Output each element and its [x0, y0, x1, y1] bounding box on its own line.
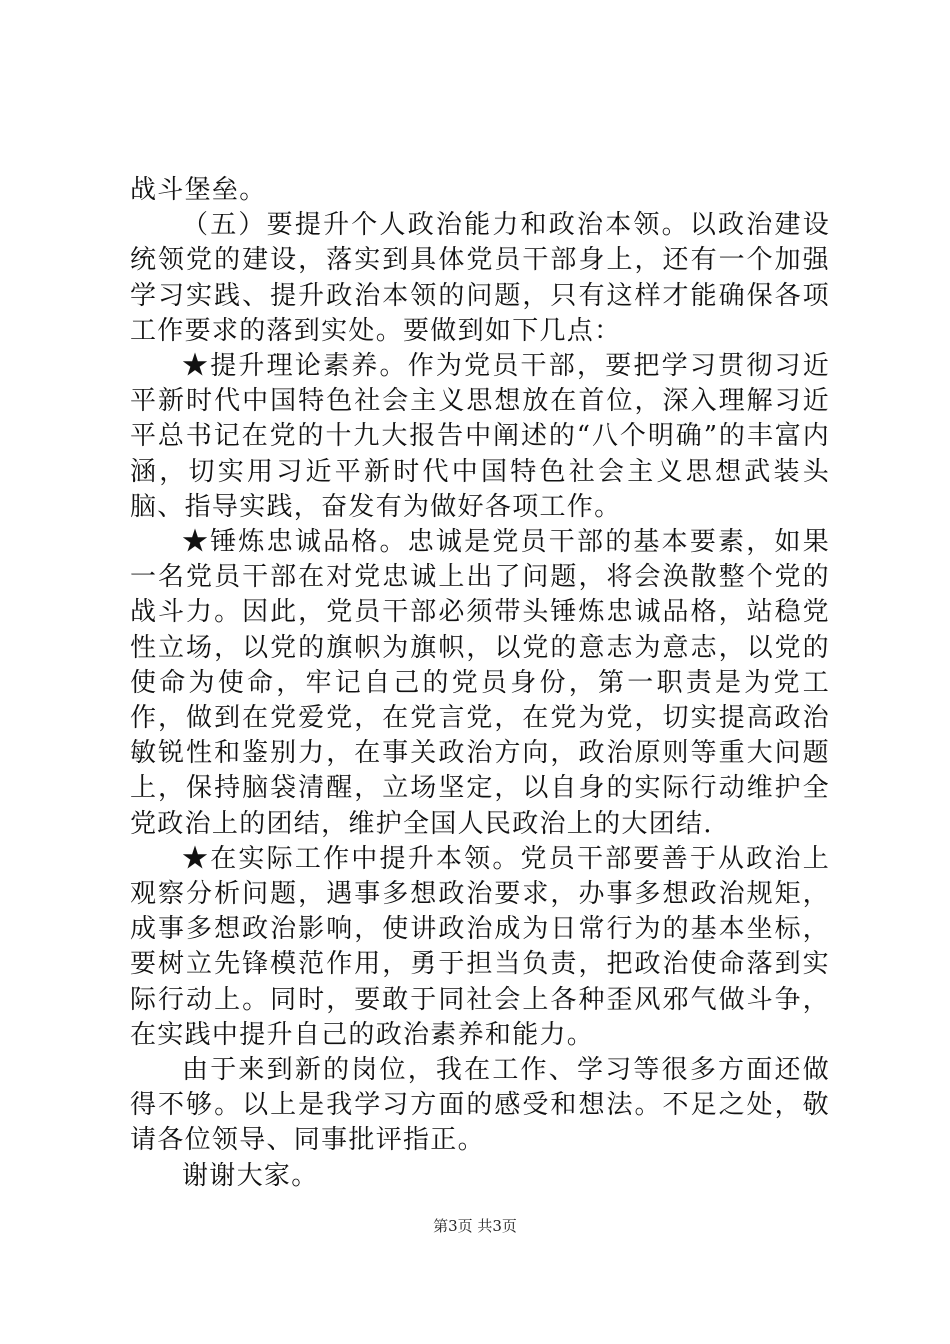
paragraph-continuation: 战斗堡垒。 [130, 175, 267, 205]
page-number-footer: 第3页 共3页 [433, 1217, 517, 1235]
paragraph-practical-work: ★在实际工作中提升本领。党员干部要善于从政治上观察分析问题，遇事多想政治要求，办事多想政治规矩，成事多想政治影响，使讲政治成为日常行为的基本坐标，要树立先锋模范作用，勇于担当负责，把政治使命落到实际行动上。同时，要敢于同社会上各种歪风邪气做斗争，在实践中提升自己的政治素养和能力。 [130, 843, 830, 1050]
paragraph-thanks: 谢谢大家。 [182, 1160, 319, 1191]
document-body [130, 173, 830, 1194]
paragraph-theory-literacy: ★提升理论素养。作为党员干部，要把学习贯彻习近平新时代中国特色社会主义思想放在首位，深入理解习近平总书记在党的十九大报告中阐述的“八个明确”的丰富内涵，切实用习近平新时代中国特色社会主义思想武装头脑、指导实践，奋发有为做好各项工作。 [130, 351, 830, 522]
paragraph-loyalty: ★锤炼忠诚品格。忠诚是党员干部的基本要素，如果一名党员干部在对党忠诚上出了问题，将会涣散整个党的战斗力。因此，党员干部必须带头锤炼忠诚品格，站稳党性立场，以党的旗帜为旗帜，以党的意志为意志，以党的使命为使命，牢记自己的党员身份，第一职责是为党工作，做到在党爱党，在党言党，在党为党，切实提高政治敏锐性和鉴别力，在事关政治方向，政治原则等重大问题上，保持脑袋清醒，立场坚定，以自身的实际行动维护全党政治上的团结，维护全国人民政治上的大团结. [130, 527, 830, 839]
paragraph-closing: 由于来到新的岗位，我在工作、学习等很多方面还做得不够。以上是我学习方面的感受和想法。不足之处，敬请各位领导、同事批评指正。 [130, 1055, 830, 1156]
paragraph-section-five: （五）要提升个人政治能力和政治本领。以政治建设统领党的建设，落实到具体党员干部身上，还有一个加强学习实践、提升政治本领的问题，只有这样才能确保各项工作要求的落到实处。要做到如下几点： [130, 210, 830, 346]
